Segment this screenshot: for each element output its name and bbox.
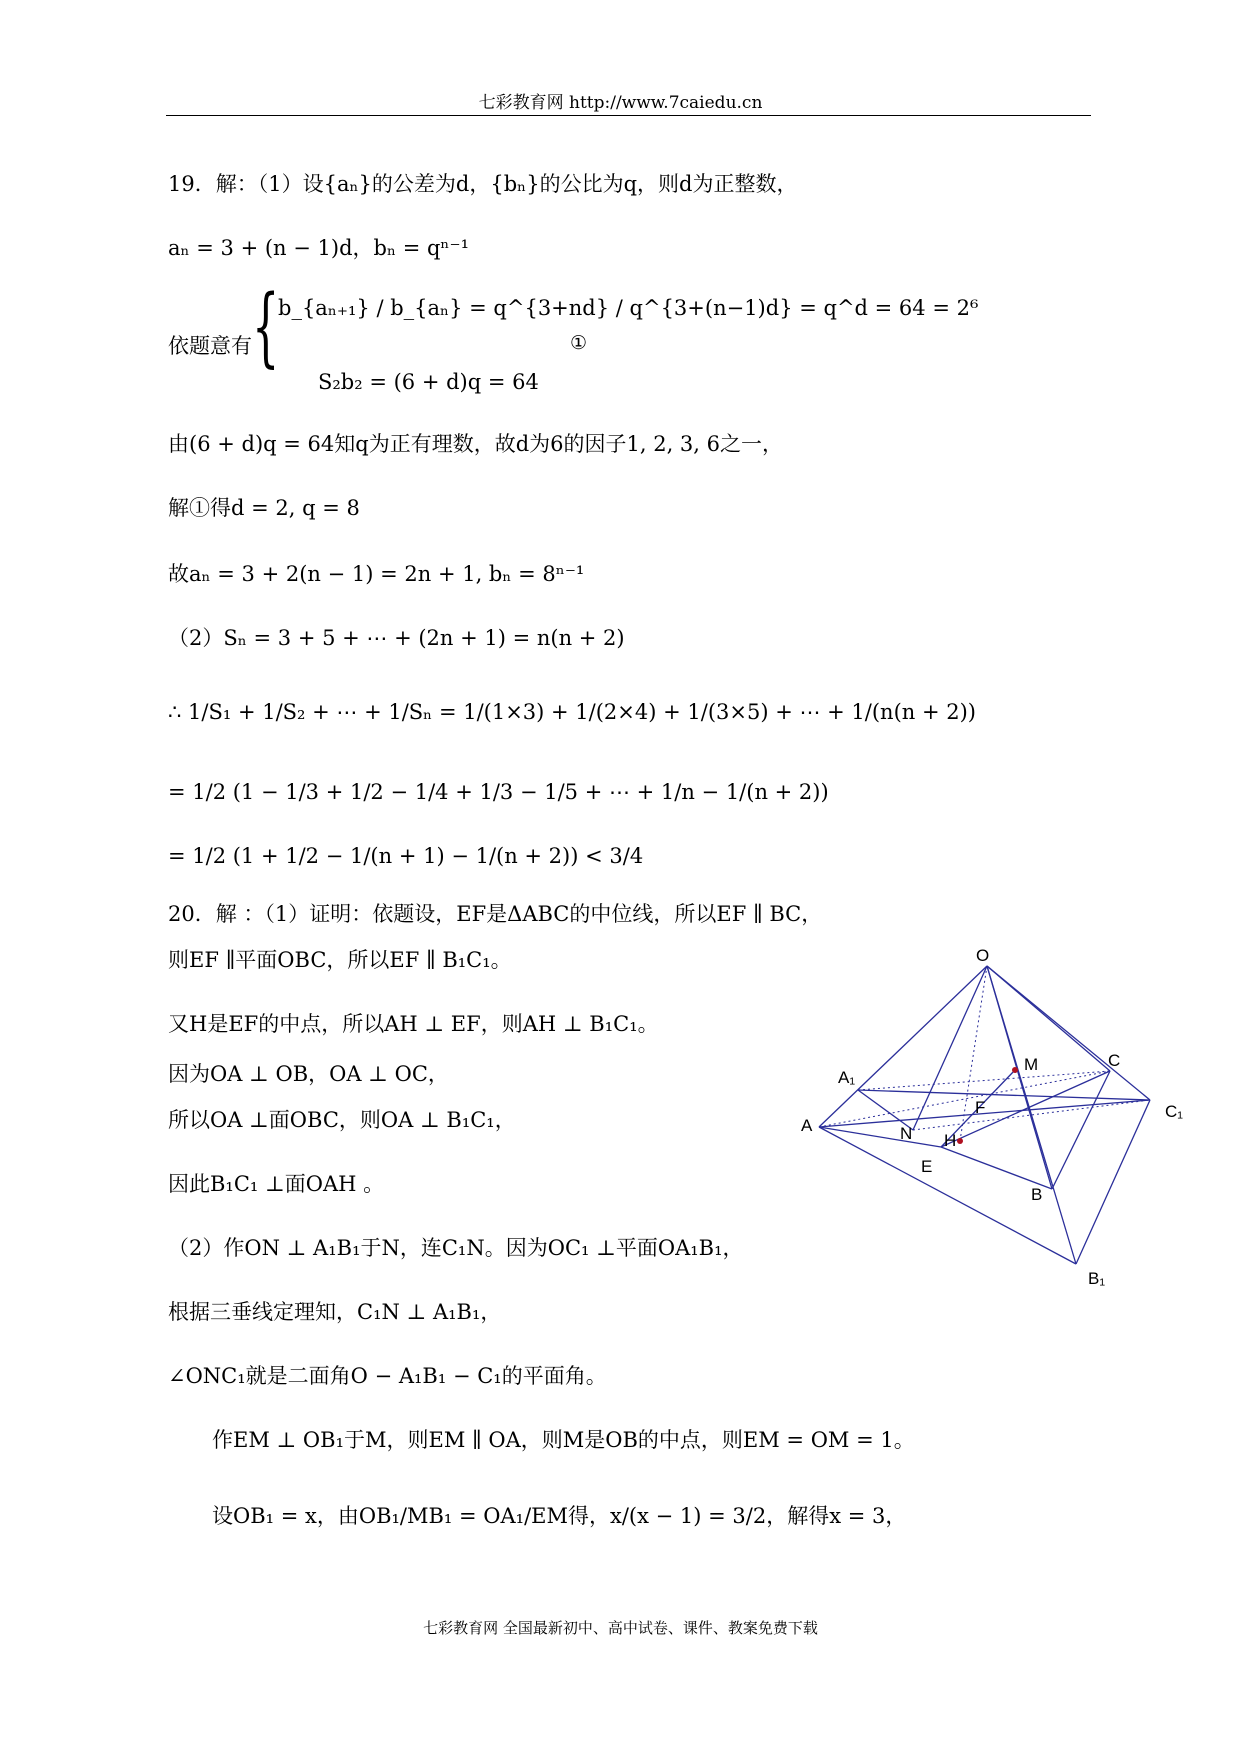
- segment-o-a: [819, 966, 987, 1127]
- q20-midpoint: 又H是EF的中点，所以AH ⊥ EF，则AH ⊥ B₁C₁。: [168, 1012, 659, 1036]
- hidden-segment-a1-c: [858, 1071, 1110, 1090]
- q19-bound: = 1/2 (1 + 1/2 − 1/(n + 1) − 1/(n + 2)) < 3/4: [168, 844, 644, 868]
- label-a: A: [801, 1116, 813, 1135]
- segment-c1-b1: [1076, 1100, 1150, 1264]
- q20-dihedral-angle: ∠ONC₁就是二面角O − A₁B₁ − C₁的平面角。: [168, 1364, 607, 1388]
- system-equation-1: b_{aₙ₊₁} / b_{aₙ} = q^{3+nd} / q^{3+(n−1)d} = q^d = 64 = 2⁶: [278, 296, 979, 320]
- segment-c-e: [941, 1071, 1110, 1147]
- label-m: M: [1024, 1055, 1039, 1074]
- header-rule: [166, 115, 1091, 116]
- page-header: 七彩教育网 http://www.7caiedu.cn: [478, 93, 763, 113]
- q20-construct-em: 作EM ⊥ OB₁于M，则EM ∥ OA，则M是OB的中点，则EM = OM = 1。: [212, 1428, 915, 1452]
- label-c: C: [1108, 1051, 1121, 1070]
- label-c1: C₁: [1165, 1102, 1184, 1121]
- q20-perpendicular: 因为OA ⊥ OB，OA ⊥ OC，: [168, 1062, 449, 1086]
- segment-e-b: [941, 1147, 1052, 1189]
- q19-factor-note: 由(6 + d)q = 64知q为正有理数，故d为6的因子1, 2, 3, 6之一，: [168, 432, 783, 456]
- q19-result: 故aₙ = 3 + 2(n − 1) = 2n + 1, bₙ = 8ⁿ⁻¹: [168, 562, 585, 586]
- q19-reciprocal-sum: ∴ 1/S₁ + 1/S₂ + ⋯ + 1/Sₙ = 1/(1×3) + 1/(2×4) + 1/(3×5) + ⋯ + 1/(n(n + 2)): [168, 700, 976, 724]
- q20-parallel: 则EF ∥平面OBC，所以EF ∥ B₁C₁。: [168, 948, 512, 972]
- point-h: [957, 1138, 963, 1144]
- label-a1: A₁: [838, 1068, 856, 1087]
- label-o: O: [976, 946, 990, 965]
- label-e: E: [921, 1157, 933, 1176]
- q19-part2-sum: （2）Sₙ = 3 + 5 + ⋯ + (2n + 1) = n(n + 2): [168, 626, 625, 650]
- label-f: F: [975, 1098, 986, 1117]
- q20-intro: 20．解 ：（1）证明：依题设，EF是ΔABC的中位线，所以EF ∥ BC，: [168, 902, 823, 926]
- page-footer: 七彩教育网 全国最新初中、高中试卷、课件、教案免费下载: [423, 1619, 818, 1637]
- label-n: N: [900, 1124, 913, 1143]
- q20-conclusion-1: 因此B₁C₁ ⊥面OAH 。: [168, 1172, 385, 1196]
- system-label: 依题意有: [168, 334, 252, 358]
- q19-solve: 解①得d = 2, q = 8: [168, 496, 360, 520]
- q19-intro: 19．解：（1）设{aₙ}的公差为d，{bₙ}的公比为q，则d为正整数，: [168, 172, 798, 196]
- equation-marker-1: ①: [570, 332, 588, 354]
- system-brace: {: [252, 277, 280, 377]
- system-equation-2: S₂b₂ = (6 + d)q = 64: [318, 370, 539, 394]
- q20-plane-perp: 所以OA ⊥面OBC，则OA ⊥ B₁C₁，: [168, 1108, 516, 1132]
- segment-a1-c1: [858, 1090, 1150, 1100]
- geometry-figure: [790, 940, 1210, 1290]
- q20-solve-x: 设OB₁ = x，由OB₁/MB₁ = OA₁/EM得，x/(x − 1) = 3/2，解得x = 3，: [212, 1504, 907, 1528]
- q19-general-terms: aₙ = 3 + (n − 1)d，bₙ = qⁿ⁻¹: [168, 236, 470, 260]
- hidden-segment-a-c: [819, 1071, 1110, 1127]
- label-b: B: [1031, 1185, 1043, 1204]
- q20-part2: （2）作ON ⊥ A₁B₁于N，连C₁N。因为OC₁ ⊥平面OA₁B₁，: [168, 1236, 744, 1260]
- q20-three-perpendiculars: 根据三垂线定理知，C₁N ⊥ A₁B₁，: [168, 1300, 502, 1324]
- point-m: [1012, 1067, 1018, 1073]
- label-h: H: [944, 1131, 957, 1150]
- segment-o-c: [987, 966, 1110, 1071]
- q19-telescoping: = 1/2 (1 − 1/3 + 1/2 − 1/4 + 1/3 − 1/5 + ⋯ + 1/n − 1/(n + 2)): [168, 780, 829, 804]
- label-b1: B₁: [1088, 1269, 1106, 1288]
- segment-c-b: [1052, 1071, 1110, 1189]
